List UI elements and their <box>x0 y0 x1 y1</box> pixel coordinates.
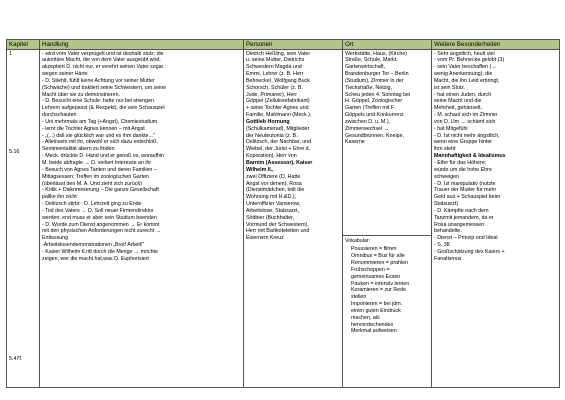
handlung-line: - D. Wurde zum Dienst angenommen → Er kommt <box>42 221 160 228</box>
weitere-line: - sein Vater beschaffen (→ <box>434 64 497 71</box>
weitere-line: Rosa unangemessen <box>434 221 485 228</box>
weitere-line: - S. 38 <box>434 242 450 249</box>
vokabular-line: Poussieren = flirten <box>351 246 397 253</box>
handlung-line: - Kaiser Wilhelm II.ritt durch die Menge → möchte <box>42 248 158 255</box>
ort-line: Tieckstraße, Netzig, <box>345 84 392 91</box>
handlung-line: Sentimentalität abern zu finden <box>42 146 115 153</box>
personen-line: (Schulkamerad), Mitglieder <box>246 125 310 132</box>
handlung-line: - Besuch von Agnes Tanten und deren Familien – <box>42 166 157 173</box>
summary-table <box>6 39 560 388</box>
kapitel-5-16: 5.16 <box>9 149 20 155</box>
personen-cell <box>244 50 343 388</box>
weitere-line: - D. Ist manipulativ (nutzte <box>434 180 496 187</box>
vokabular-line: Imponieren = bei jdm. <box>351 301 403 308</box>
ort-line: Gesundbrunnen, Kneipe, <box>345 132 404 139</box>
handlung-line: - Alleinsein mit ihr, obwohl er sich dazu entschloß, <box>42 139 158 146</box>
personen-line: Dietrich Heßling, sein Vater <box>246 50 311 57</box>
ort-line: Göppels und Konkurrenz <box>345 112 404 119</box>
personen-line: Barnim (Assessor), Kaiser <box>246 160 313 166</box>
vokabular-heading: Vokabular: <box>345 238 371 244</box>
kapitel-cell <box>7 50 40 388</box>
ort-line: Straße, Schule, Markt, <box>345 57 398 64</box>
personen-line: Unteroffizier Vanserow, <box>246 201 301 208</box>
personen-line: zwei Offiziere (D. Hatte <box>246 173 301 180</box>
weitere-line: schweigen <box>434 173 460 180</box>
weitere-line: - M. schaut sich im Zimmer <box>434 112 498 119</box>
ort-line: Gartenwirtschaft, <box>345 64 386 71</box>
personen-line: Herr mit Bartkoteletten und <box>246 228 310 235</box>
personen-line: + seine Tochter Agnes und <box>246 105 309 112</box>
weitere-line: würde um die hohe Ehre <box>434 166 492 173</box>
weitere-line: ihm steht <box>434 146 456 153</box>
personen-line: (Dienstmädchen, teilt die <box>246 187 305 194</box>
personen-line: Koporation), Herr von <box>246 153 297 160</box>
personen-line: Emmi, Lehrer (z. B. Herr <box>246 71 304 78</box>
vokabular-line: Renommieren = prahlen <box>351 260 409 267</box>
weitere-line: Tanzmit jemandem, da er <box>434 214 494 221</box>
handlung-line: - Meck. drückte D. Hand und er genoß es, woraufhin <box>42 153 165 160</box>
handlung-line: Macht über sie zu demonstrieren. <box>42 91 120 98</box>
ort-line: Werkstätte, Haus, (Kirche) <box>345 50 408 57</box>
weitere-line: wenig Anerkennung); die <box>434 71 493 78</box>
handlung-line: - Tod des Vaters → D. Soll neuer Firmendirektor <box>42 207 154 214</box>
personen-line: Söttbier (Buchhalter, <box>246 214 294 221</box>
weitere-line: Macht, die ihn Leid erbringt, <box>434 77 500 84</box>
personen-line: Familie, Mahlmann (Meck.), <box>246 112 312 119</box>
header-ort: Ort <box>343 40 432 50</box>
vokabular-line: Omnibus = Bus für alle <box>351 253 405 260</box>
weitere-line: - D. Ist nicht mehr ängstlich, <box>434 132 500 139</box>
weitere-line: - Sehr ängstlich, heult viel <box>434 50 495 57</box>
handlung-line: akzeptiert D. nicht nur, er verehrt seinen Vater sogar <box>42 64 164 71</box>
weitere-line: - Großschätzung des Kaiers + <box>434 248 505 255</box>
header-personen: Personen <box>244 40 343 50</box>
handlung-line: mit den physischen Anforderungen nicht zurecht → <box>42 228 161 235</box>
personen-line: Wohnung mit H.&D.), <box>246 194 297 201</box>
ort-cell <box>343 50 432 388</box>
weitere-line: ist sein Stolz. <box>434 84 466 91</box>
personen-line: Arbeitslose, Stabsarzt, <box>246 207 300 214</box>
handlung-line: - Delitzsch stirbt - D. Lehrzeit ging zu Ende <box>42 201 142 208</box>
handlung-line: werden; erst muss er aber sein Studium beenden <box>42 214 157 221</box>
weitere-line: - Eifer für das Höhere; <box>434 160 487 166</box>
weitere-line: Fanatismus <box>434 255 462 262</box>
personen-line: der Neuteutonia (z. B. <box>246 132 298 139</box>
personen-line: Angst vor denen), Rosa <box>246 180 302 187</box>
personen-line: Schorsch, Schüler (z. B. <box>246 84 303 91</box>
vokabular-line: gemeinsames Essen <box>351 273 401 280</box>
ort-line: Garten (Treffen mit F. <box>345 105 396 112</box>
handlung-line: autoritäre Macht, die von dem Vater ausgeübt wird, <box>42 57 161 64</box>
ort-list <box>345 51 410 147</box>
ort-line: H. Göppel, Zoologischer <box>345 98 403 105</box>
weitere-line: seine Macht und die <box>434 98 482 105</box>
vokabular-box <box>343 235 431 387</box>
handlung-line: (überlässt den M. A. Und zieht sich zurück) <box>42 180 142 187</box>
personen-line: Wilhelm II., <box>246 166 274 173</box>
ort-line: Brandenburger Tor – Berlin <box>345 71 409 78</box>
weitere-line: Mehrheit, gehänselt. <box>434 105 483 112</box>
handlung-line: - lernt die Tochter Agnes kennen – mit Angst <box>42 125 145 132</box>
personen-line: Behnecke), Wolfgang Buck <box>246 77 310 84</box>
ort-line: Kaserne <box>345 139 365 146</box>
handlung-line: Mittagsessen; Treffen im zoologischen Garten <box>42 173 149 180</box>
handlung-line: durchschauten <box>42 112 77 119</box>
weitere-line: - hat Mitgefühl <box>434 125 468 132</box>
weitere-line: - vom Pr. Behnecke gelobt (3) <box>434 57 505 64</box>
personen-line: Göppel (Zellulosefabrikant) <box>246 98 310 105</box>
handlung-line: - D. Besucht eine Schule: hatte nur bei strengen <box>42 98 154 105</box>
handlung-cell <box>40 50 244 388</box>
vokabular-line: stellen <box>351 294 367 301</box>
header-kapitel: Kapitel <box>7 40 40 50</box>
handlung-line: (Schwäche) und traktiert seine Schwestern, um seine <box>42 84 167 91</box>
handlung-line: zeigen, wer die macht hat,was D. Euphorisiert <box>42 255 149 262</box>
weitere-line: Geld aus + Schauspiel beim <box>434 194 501 201</box>
handlung-line: Lehrern aufgepasst (& Respekt), die sein Schauspiel <box>42 105 165 112</box>
weitere-line: behandelte. <box>434 228 462 235</box>
weitere-line: - D. Kämpfte nach dem <box>434 207 489 214</box>
handlung-line: - D. Stiehlt, fühlt keine Achtung vor seiner Mutter <box>42 77 155 84</box>
weitere-cell <box>432 50 560 388</box>
handlung-line: -Arbeitslosendemonstrationen „Brot! Arbeit!" <box>42 242 145 249</box>
personen-line: Gottlieb Hornung <box>246 118 290 125</box>
weitere-line: - Dienst – Prinzip und Ideal <box>434 235 498 242</box>
weitere-heading: Mannhaftigkeit & Idealismus <box>434 153 506 160</box>
handlung-line: - wird vom Vater verprügelt und ist deshalb stolz; die <box>42 50 164 57</box>
vokabular-line: machen, als <box>351 314 380 321</box>
personen-line: Eisernem Kreuz <box>246 235 284 242</box>
weitere-line: Stabsarzt) <box>434 201 459 208</box>
handlung-line: - Uni mehrmals am Tag (+Angst), Chemiestudium <box>42 118 158 125</box>
ort-line: Zimmerwechsel → <box>345 125 389 132</box>
ort-line: Scheu jeden 4. Sonntag bei <box>345 91 411 98</box>
weitere-line: Trauer der Mutter für mehr <box>434 187 497 194</box>
vokabular-line: Koramieren = zur Rede <box>351 287 406 294</box>
weitere-line: von D. Um → schämt sich <box>434 118 496 125</box>
personen-line: Vormund der Schwestern), <box>246 221 309 228</box>
kapitel-1: 1 <box>9 51 12 57</box>
personen-line: Schwestern Magda und <box>246 64 302 71</box>
personen-line: u. seine Mutter, Dietrichs <box>246 57 305 64</box>
ort-line: zwischen D. u. M.), <box>345 118 391 125</box>
weitere-line: wenn eine Gruppe hinter <box>434 139 493 146</box>
weitere-line: - hat einen Juden, durch <box>434 91 492 98</box>
kapitel-5-47f: 5.47f. <box>9 356 23 362</box>
handlung-line: pallke ihn nicht <box>42 194 77 201</box>
vokabular-line: Merkmal aufweisen <box>351 328 397 335</box>
content-row <box>7 50 560 388</box>
handlung-line: wegen seiner Härte <box>42 71 88 78</box>
handlung-line: - „(...) dall sie glücklich war und es ihm dankte..." <box>42 132 155 139</box>
vokabular-line: Frühschoppen = <box>351 266 390 273</box>
handlung-line: - Kritik + Diskriminierung – Die ganze Gesellschaft <box>42 187 159 194</box>
header-handlung: Handlung <box>40 40 244 50</box>
personen-line: Delitzsch, der Nachbar, und <box>246 139 312 146</box>
personen-line: Jude, Primaner), Herr <box>246 91 297 98</box>
handlung-line: Entlassung <box>42 235 69 242</box>
vokabular-line: Pauken = intensiv lernen <box>351 280 410 287</box>
ort-line: (Studium), Zimmer in der <box>345 77 404 84</box>
vokabular-line: hervorstechendes <box>351 321 394 328</box>
vokabular-line: einen guten Eindruck <box>351 307 401 314</box>
personen-line: Wiebel, der Jurist + Ehre d. <box>246 146 311 153</box>
header-row <box>7 40 560 50</box>
handlung-line: M. beide abfragte → D. verliert Interesse an ihr <box>42 160 152 166</box>
header-weitere-besonderheiten: Weitere Besonderheiten <box>432 40 560 50</box>
